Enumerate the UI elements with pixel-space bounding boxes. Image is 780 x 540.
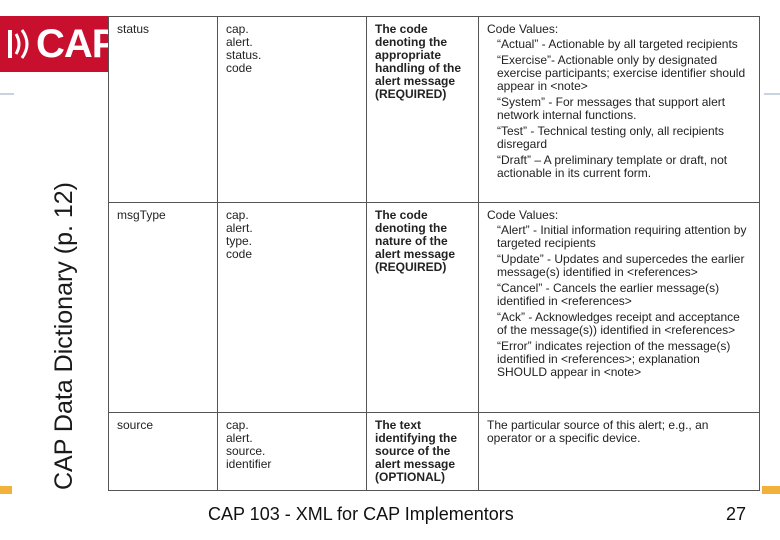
data-dictionary-table [108, 16, 760, 492]
code-value: “Exercise”- Actionable only by designated exercise participants; exercise identifier should appear in <note> [497, 53, 746, 93]
element-definition: The code denoting the nature of the alert message (REQUIRED) [367, 203, 479, 413]
decorative-bar-left [0, 486, 12, 494]
decorative-rule-right [764, 93, 780, 95]
code-value: “Cancel” - Cancels the earlier message(s) identified in <references> [497, 281, 720, 308]
code-value: “Update” - Updates and supercedes the earlier message(s) identified in <references> [497, 252, 745, 279]
slide-title: CAP Data Dictionary (p. 12) [50, 182, 78, 490]
table-row [109, 413, 760, 491]
path-segment: source. [226, 444, 266, 458]
path-segment: cap. [226, 418, 249, 432]
code-value: “Test” - Technical testing only, all recipients disregard [497, 124, 724, 151]
element-definition: The text identifying the source of the alert message (OPTIONAL) [367, 413, 479, 491]
code-value: “Alert” - Initial information requiring attention by targeted recipients [497, 223, 747, 250]
path-segment: type. [226, 234, 253, 248]
element-name: status [109, 17, 218, 203]
code-value: “System” - For messages that support alert network internal functions. [497, 95, 726, 122]
element-notes [479, 17, 760, 203]
logo-text: CAP [36, 22, 118, 66]
path-segment: alert. [226, 35, 253, 49]
code-value: “Draft” – A preliminary template or draft, not actionable in its current form. [497, 153, 728, 180]
element-path [218, 203, 367, 413]
slide-footer: CAP 103 - XML for CAP Implementors [208, 504, 514, 524]
code-value: “Error” indicates rejection of the message(s) identified in <references>; explanation SHOULD appear in <note> [497, 339, 731, 379]
table-row [109, 17, 760, 203]
notes-text: The particular source of this alert; e.g., an operator or a specific device. [487, 418, 709, 445]
table-row [109, 203, 760, 413]
notes-heading: Code Values: [487, 22, 559, 36]
code-value: “Actual” - Actionable by all targeted recipients [497, 37, 738, 51]
cap-logo [0, 16, 118, 72]
element-path [218, 17, 367, 203]
notes-heading: Code Values: [487, 208, 559, 222]
path-segment: identifier [226, 457, 272, 471]
element-path [218, 413, 367, 491]
path-segment: status. [226, 48, 262, 62]
page-number: 27 [726, 504, 747, 524]
path-segment: cap. [226, 22, 249, 36]
broadcast-icon [6, 24, 34, 64]
code-value: “Ack” - Acknowledges receipt and acceptance of the message(s)) identified in <references> [497, 310, 740, 337]
element-notes [479, 413, 760, 491]
path-segment: code [226, 247, 253, 261]
path-segment: cap. [226, 208, 249, 222]
decorative-bar-right [762, 486, 780, 494]
element-notes [479, 203, 760, 413]
element-name: source [109, 413, 218, 491]
element-name: msgType [109, 203, 218, 413]
path-segment: alert. [226, 431, 253, 445]
path-segment: code [226, 61, 253, 75]
path-segment: alert. [226, 221, 253, 235]
decorative-rule-left [0, 93, 14, 95]
element-definition: The code denoting the appropriate handling of the alert message (REQUIRED) [367, 17, 479, 203]
